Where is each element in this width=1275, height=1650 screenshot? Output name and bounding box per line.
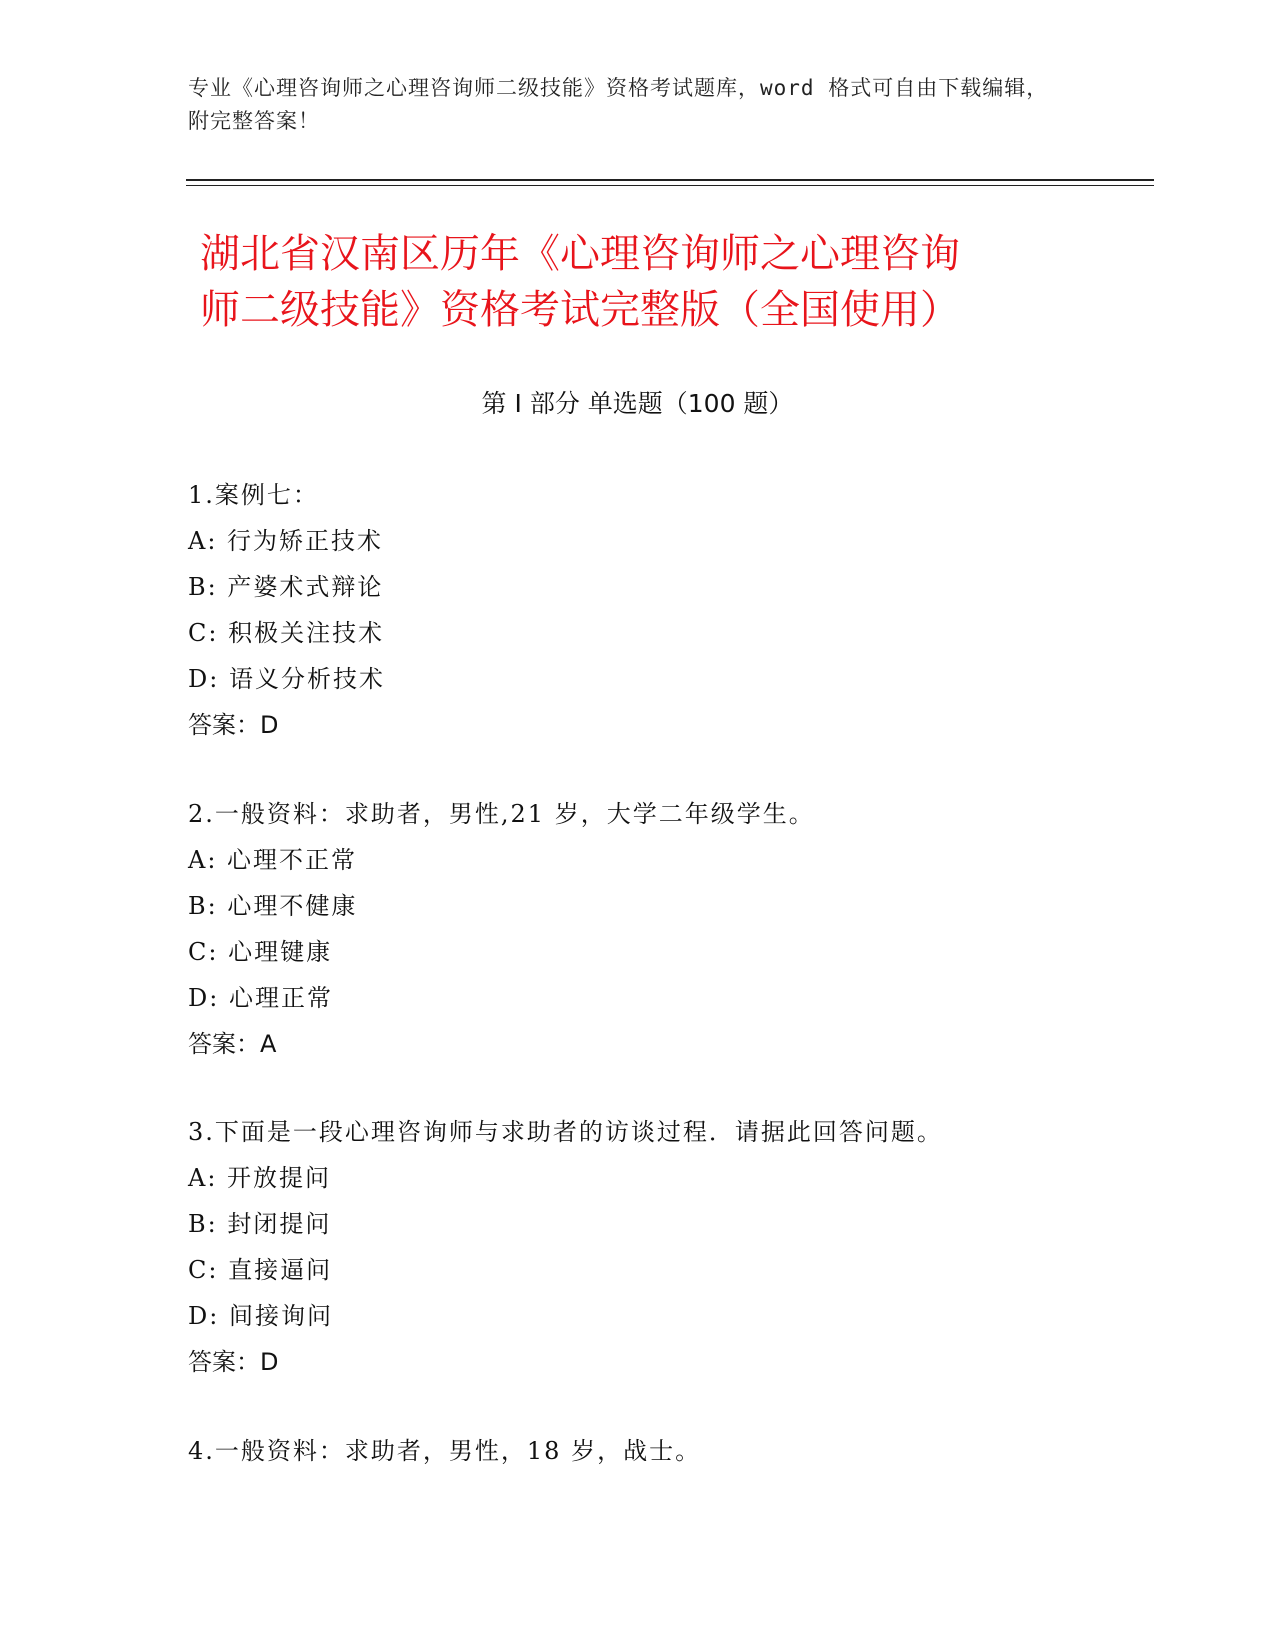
header-divider-thin [186,185,1154,186]
option-b: B: 封闭提问 [188,1210,332,1238]
option-a: A: 开放提问 [188,1164,332,1192]
option-b: B: 产婆术式辩论 [188,573,384,601]
question-1 [188,472,1148,748]
option-d: D: 语义分析技术 [188,665,385,693]
option-c: C: 积极关注技术 [188,619,385,647]
question-4 [188,1428,1148,1474]
option-b: B: 心理不健康 [188,892,358,920]
header-note: 专业《心理咨询师之心理咨询师二级技能》资格考试题库，word 格式可自由下载编辑，附完整答案！ [188,76,1049,133]
document-title-line-1: 湖北省汉南区历年《心理咨询师之心理咨询 [200,231,960,277]
option-d: D: 间接询问 [188,1302,333,1330]
question-3 [188,1109,1148,1385]
option-d: D: 心理正常 [188,984,333,1012]
question-stem: 1.案例七： [188,481,319,509]
option-a: A: 行为矫正技术 [188,527,384,555]
question-stem: 2.一般资料：求助者，男性,21 岁，大学二年级学生。 [188,800,815,828]
option-c: C: 直接逼问 [188,1256,333,1284]
document-title-line-2: 师二级技能》资格考试完整版（全国使用） [200,287,960,333]
header-divider-thick [186,179,1154,181]
question-stem: 3.下面是一段心理咨询师与求助者的访谈过程．请据此回答问题。 [188,1118,943,1146]
question-2 [188,791,1148,1067]
question-stem: 4.一般资料：求助者，男性，18 岁，战士。 [188,1437,702,1465]
option-a: A: 心理不正常 [188,846,358,874]
option-c: C: 心理键康 [188,938,333,966]
answer-line: 答案：A [188,1030,277,1058]
answer-line: 答案：D [188,711,279,739]
section-title: 第 I 部分 单选题（100 题） [481,389,794,418]
answer-line: 答案：D [188,1348,279,1376]
document-title [200,226,1100,338]
